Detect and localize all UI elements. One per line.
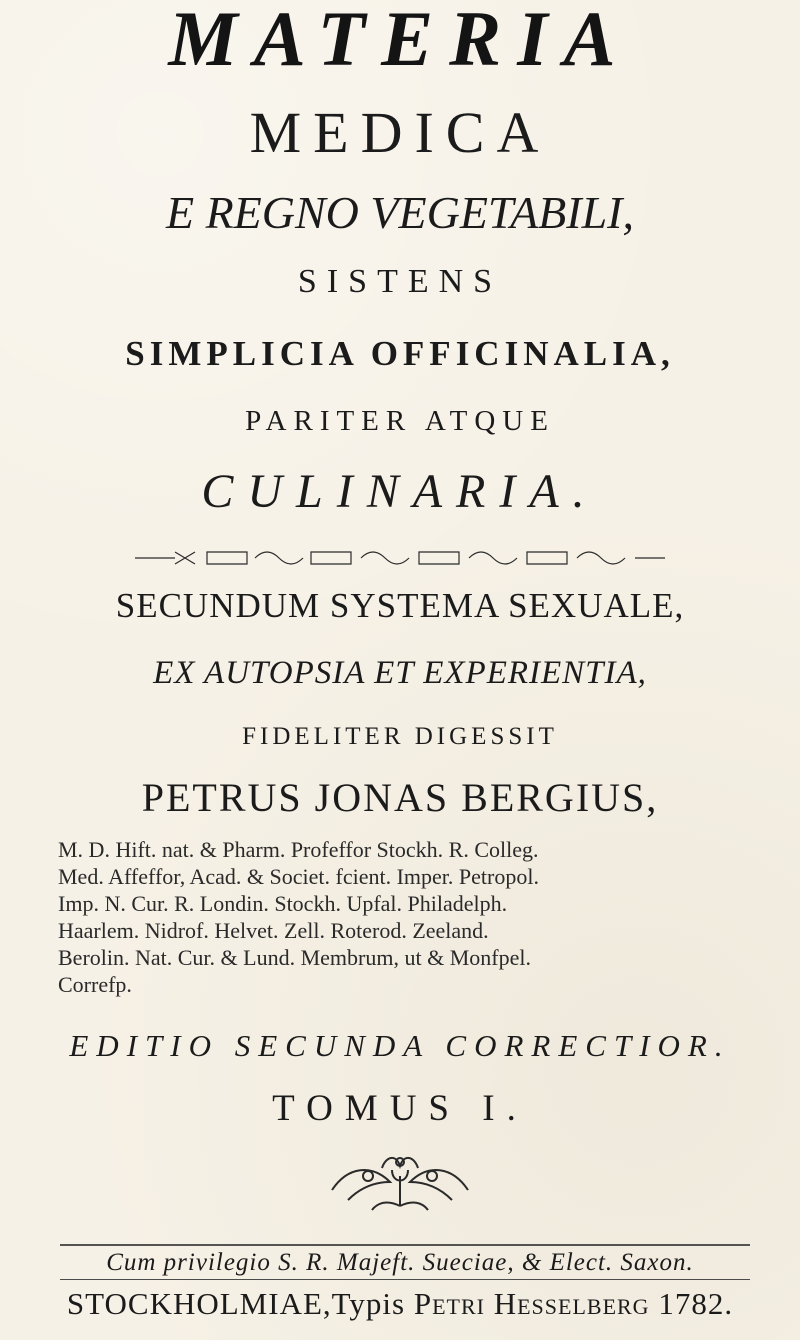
- privilege-rule: [60, 1279, 750, 1280]
- subtitle: MEDICA: [249, 100, 551, 165]
- ex-autopsia-line: EX AUTOPSIA ET EXPERIENTIA,: [153, 655, 647, 691]
- secundum-line: SECUNDUM SYSTEMA SEXUALE,: [115, 586, 685, 625]
- main-title: MATERIA: [168, 0, 632, 82]
- imprint-typis: Typis: [331, 1286, 406, 1321]
- author-line: PETRUS JONAS BERGIUS,: [141, 775, 659, 820]
- credential-line: Haarlem. Nidrof. Helvet. Zell. Roterod. Zeeland.: [58, 918, 489, 943]
- privilege-line: Cum privilegio S. R. Majeft. Sueciae, & Elect. Saxon.: [106, 1249, 694, 1276]
- credential-line: Correfp.: [58, 972, 132, 997]
- imprint-printer: Petri Hesselberg: [413, 1286, 650, 1321]
- author-credentials: [58, 836, 748, 998]
- sistens-line: SISTENS: [297, 263, 503, 300]
- volume-line: TOMUS I.: [272, 1088, 528, 1129]
- edition-line: EDITIO SECUNDA CORRECTIOR.: [69, 1028, 731, 1063]
- imprint-place: STOCKHOLMIAE,: [66, 1286, 332, 1321]
- realm-line: E REGNO VEGETABILI,: [165, 187, 635, 238]
- ornamental-band: [135, 548, 665, 568]
- imprint-line: [0, 1288, 800, 1319]
- fideliter-line: FIDELITER DIGESSIT: [242, 723, 558, 750]
- simplicia-line: SIMPLICIA OFFICINALIA,: [125, 334, 675, 373]
- credential-line: M. D. Hift. nat. & Pharm. Profeffor Stockh. R. Colleg.: [58, 837, 539, 862]
- pariter-line: PARITER ATQUE: [245, 405, 555, 437]
- imprint-year: 1782.: [658, 1286, 734, 1321]
- top-rule: [60, 1244, 750, 1246]
- culinaria-line: CULINARIA.: [201, 465, 599, 518]
- credential-line: Berolin. Nat. Cur. & Lund. Membrum, ut & Monfpel.: [58, 945, 531, 970]
- floral-vignette-icon: [320, 1148, 480, 1220]
- credential-line: Med. Affeffor, Acad. & Societ. fcient. Imper. Petropol.: [58, 864, 539, 889]
- credential-line: Imp. N. Cur. R. Londin. Stockh. Upfal. Philadelph.: [58, 891, 508, 916]
